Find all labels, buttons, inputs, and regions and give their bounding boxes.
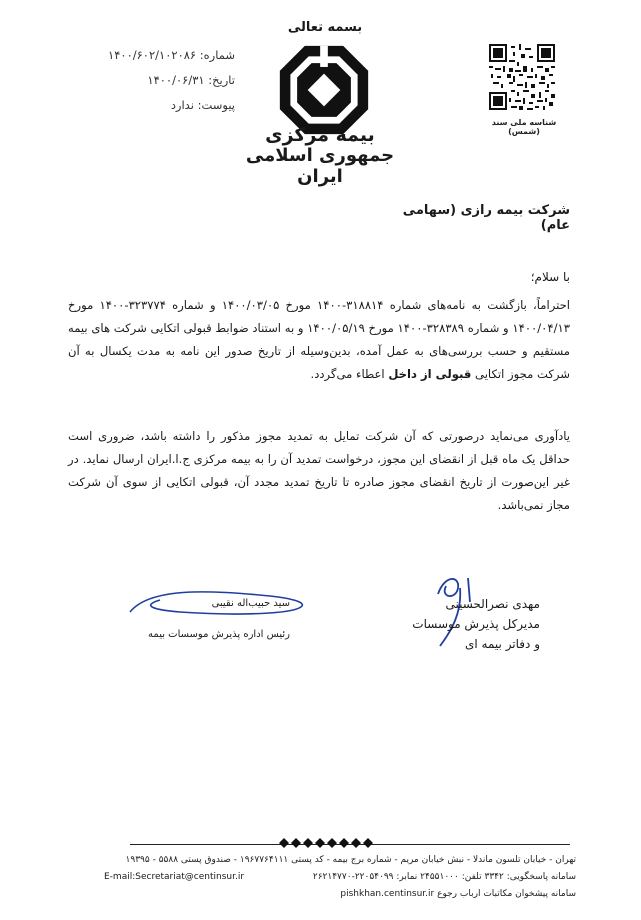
footer-portal: سامانه پیشخوان مکاتبات ارباب رجوع pishkhan.centinsur.ir bbox=[340, 889, 576, 899]
footer-phones: سامانه پاسخگویی: ۳۳۴۲ تلفن: ۲۴۵۵۱۰۰۰ نمابر: ۲۲۰۵۴۰۹۹-۲۶۲۱۴۷۷۰ bbox=[312, 872, 576, 882]
footer-address: تهران - خیابان تلسون ماندلا - نبش خیابان مریم - شماره برج بیمه - کد پستی ۱۹۶۷۷۶۴۱۱۱ - صندوق پستی ۵۵۸۸ - ۱۹۳۹۵ bbox=[125, 855, 576, 865]
letter-attachment: پیوست: ندارد bbox=[170, 98, 235, 112]
qr-code bbox=[489, 44, 555, 110]
letter-number: شماره: ۱۴۰۰/۶۰۲/۱۰۲۰۸۶ bbox=[108, 48, 235, 62]
left-signer-title: رئیس اداره پذیرش موسسات بیمه bbox=[148, 629, 290, 640]
basmala-heading: بسمه تعالی bbox=[287, 20, 363, 35]
qr-code-label: شناسه ملی سند (شمس) bbox=[491, 118, 557, 136]
greeting: با سلام؛ bbox=[530, 270, 570, 284]
org-name-line1: بیمه مرکزی bbox=[265, 124, 375, 146]
right-signer-title-1: مدیرکل پذیرش موسسات bbox=[412, 617, 540, 631]
footer-diamond-ornament bbox=[278, 838, 374, 848]
right-signer-block bbox=[380, 594, 540, 654]
letter-paragraph-2: یادآوری می‌نماید درصورتی که آن شرکت تمایل به تمدید مجوز مذکور را داشته باشد، ضروری است حداقل یک ماه قبل از انقضای این مجوز، درخواست تمدید آن را به بیمه مرکزی ج.ا.ایران ارسال نماید. در غیر این‌صورت از تاریخ انقضای مجوز صادره تا تاریخ تمدید مجدد آن، قبولی اتکایی از سوی آن شرکت مجاز نمی‌باشد. bbox=[68, 429, 570, 512]
right-signer-name: مهدی نصرالحسینی bbox=[445, 597, 540, 611]
paragraph-1-emphasis: قبولی از داخل bbox=[388, 367, 472, 381]
paragraph-1-ending: اعطاء می‌گردد. bbox=[310, 367, 385, 381]
org-name-line2: جمهوری اسلامی ایران bbox=[245, 145, 395, 187]
footer-email[interactable]: E-mail:Secretariat@centinsur.ir bbox=[104, 872, 245, 882]
paragraph-1-text: احتراماً، بازگشت به نامه‌های شماره ۳۱۸۸۱۴-۱۴۰۰ مورخ ۱۴۰۰/۰۳/۰۵ و شماره ۳۲۳۷۷۴-۱۴۰۰ مورخ ۱۴۰۰/۰۴/۱۳ و شماره ۳۲۸۳۸۹-۱۴۰۰ مورخ ۱۴۰۰/۰۵/۱۹ و به استناد ضوابط قبولی اتکایی شرکت های بیمه مستقیم و حسب بررسی‌های به عمل آمده، بدین‌وسیله از تاریخ صدور این نامه به مدت یکسال به آن شرکت مجوز اتکایی bbox=[68, 298, 570, 381]
right-signer-title-2: و دفاتر بیمه ای bbox=[465, 637, 540, 651]
letter-paragraph-1 bbox=[68, 294, 570, 386]
letter-date: تاریخ: ۱۴۰۰/۰۶/۳۱ bbox=[147, 73, 235, 87]
left-signer-name: سید حبیب‌اله نقیبی bbox=[211, 598, 290, 609]
recipient-heading: شرکت بیمه رازی (سهامی عام) bbox=[402, 203, 570, 233]
